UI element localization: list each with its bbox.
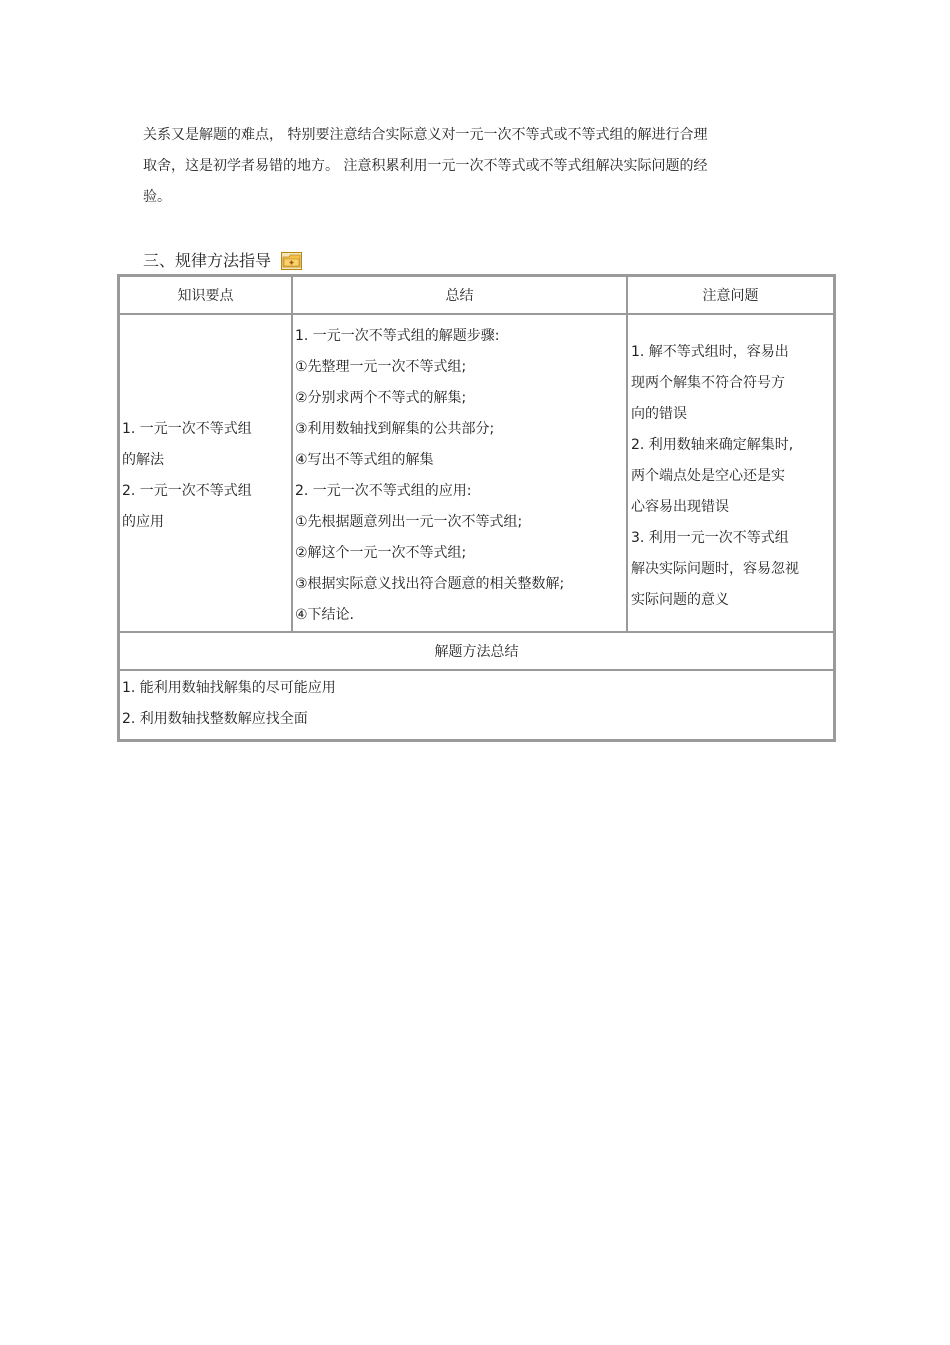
summary-cell — [292, 314, 627, 632]
intro-line: 取舍，这是初学者易错的地方。 注意积累利用一元一次不等式或不等式组解决实际问题的经 — [143, 158, 708, 174]
summary-line: ②分别求两个不等式的解集; — [295, 390, 467, 406]
section-title — [143, 248, 302, 274]
method-summary-title-row — [119, 632, 834, 670]
summary-line: ②解这个一元一次不等式组; — [295, 545, 467, 561]
notes-line: 心容易出现错误 — [631, 499, 729, 515]
intro-line: 关系又是解题的难点， 特别要注意结合实际意义对一元一次不等式或不等式组的解进行合理 — [143, 127, 708, 143]
summary-line: ④写出不等式组的解集 — [295, 452, 434, 468]
knowledge-line: 的解法 — [122, 452, 164, 468]
notes-line: 两个端点处是空心还是实 — [631, 468, 785, 484]
method-line: 1. 能利用数轴找解集的尽可能应用 — [122, 680, 336, 696]
notes-cell — [627, 314, 834, 632]
summary-line: 2. 一元一次不等式组的应用: — [295, 483, 472, 499]
notes-line: 3. 利用一元一次不等式组 — [631, 530, 789, 546]
method-summary-cell — [119, 670, 834, 740]
header-knowledge: 知识要点 — [119, 276, 292, 314]
method-summary-row — [119, 670, 834, 740]
section-title-text: 三、规律方法指导 — [143, 251, 272, 270]
notes-line: 2. 利用数轴来确定解集时, — [631, 437, 794, 453]
notes-line: 解决实际问题时，容易忽视 — [631, 561, 799, 577]
summary-line: ③利用数轴找到解集的公共部分; — [295, 421, 495, 437]
summary-line: ③根据实际意义找出符合题意的相关整数解; — [295, 576, 565, 592]
summary-line: ①先整理一元一次不等式组; — [295, 359, 467, 375]
header-notes: 注意问题 — [627, 276, 834, 314]
knowledge-cell — [119, 314, 292, 632]
knowledge-line: 2. 一元一次不等式组 — [122, 483, 252, 499]
notes-line: 1. 解不等式组时，容易出 — [631, 344, 789, 360]
intro-line: 验。 — [143, 189, 171, 205]
summary-line: ④下结论. — [295, 607, 355, 623]
method-line: 2. 利用数轴找整数解应找全面 — [122, 711, 308, 727]
method-guide-table — [117, 274, 836, 742]
table-content-row — [119, 314, 834, 632]
summary-line: ①先根据题意列出一元一次不等式组; — [295, 514, 523, 530]
header-summary: 总结 — [292, 276, 627, 314]
knowledge-line: 的应用 — [122, 514, 164, 530]
folder-icon[interactable] — [281, 252, 302, 270]
intro-paragraph — [143, 120, 783, 213]
knowledge-line: 1. 一元一次不等式组 — [122, 421, 252, 437]
notes-line: 现两个解集不符合符号方 — [631, 375, 785, 391]
notes-line: 向的错误 — [631, 406, 687, 422]
notes-line: 实际问题的意义 — [631, 592, 729, 608]
table-header-row — [119, 276, 834, 314]
method-summary-title: 解题方法总结 — [119, 632, 834, 670]
summary-line: 1. 一元一次不等式组的解题步骤: — [295, 328, 500, 344]
